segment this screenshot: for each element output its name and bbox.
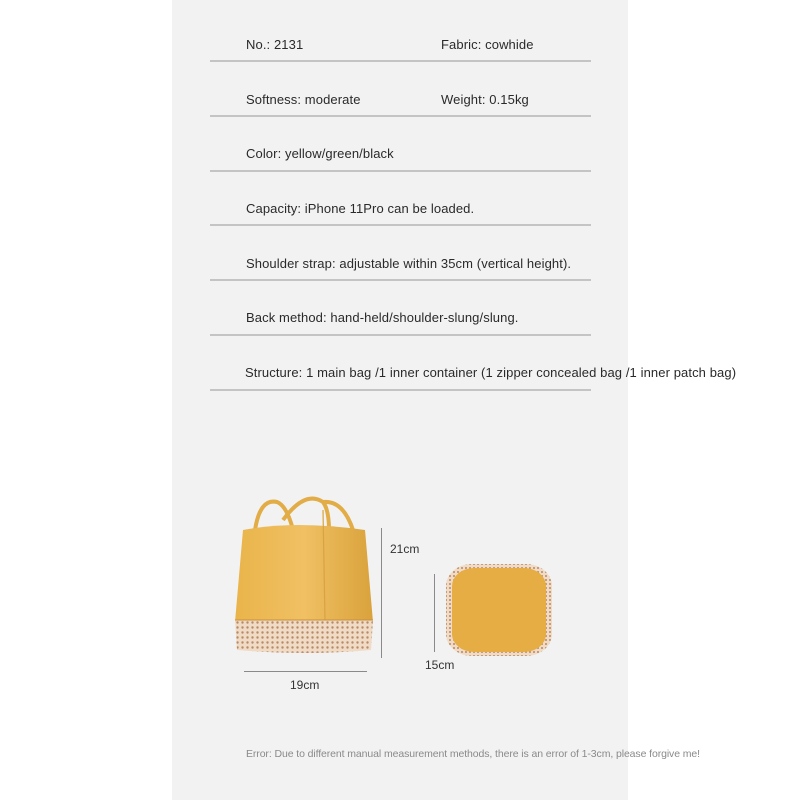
spec-structure: Structure: 1 main bag /1 inner container (1 zipper concealed bag /1 inner patch bag) (245, 365, 737, 380)
divider (210, 334, 591, 336)
bag-base-image (444, 562, 554, 658)
divider (210, 224, 591, 226)
spec-capacity: Capacity: iPhone 11Pro can be loaded. (246, 201, 475, 216)
spec-weight: Weight: 0.15kg (441, 92, 529, 107)
base-label: 15cm (425, 658, 455, 672)
spec-softness: Softness: moderate (246, 92, 361, 107)
divider (210, 279, 591, 281)
divider (210, 60, 591, 62)
height-dimension-line (381, 528, 382, 658)
spec-fabric: Fabric: cowhide (441, 37, 534, 52)
width-dimension-line (244, 671, 367, 672)
base-dimension-line (434, 574, 435, 652)
spec-number: No.: 2131 (246, 37, 304, 52)
height-label: 21cm (390, 542, 420, 556)
divider (210, 170, 591, 172)
width-label: 19cm (290, 678, 320, 692)
spec-panel (172, 0, 628, 800)
spec-color: Color: yellow/green/black (246, 146, 394, 161)
divider (210, 115, 591, 117)
spec-back-method: Back method: hand-held/shoulder-slung/slung. (246, 310, 519, 325)
bucket-bag-image (225, 490, 385, 660)
spec-shoulder-strap: Shoulder strap: adjustable within 35cm (vertical height). (246, 256, 572, 271)
divider (210, 389, 591, 391)
measurement-error-note: Error: Due to different manual measurement methods, there is an error of 1-3cm, please forgive me! (246, 748, 700, 760)
